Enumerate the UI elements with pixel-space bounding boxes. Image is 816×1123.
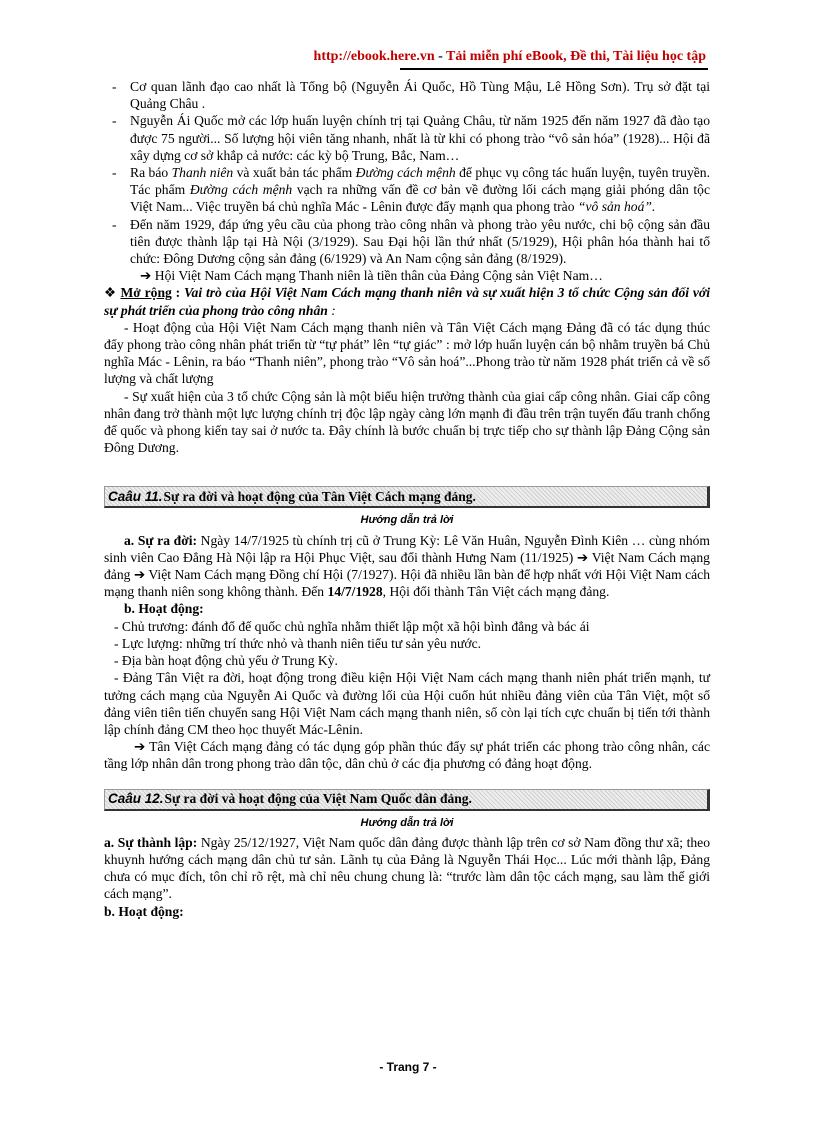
page-header bbox=[314, 48, 706, 65]
arrow-right-icon: ➔ bbox=[140, 268, 152, 284]
header-tagline: Tải miễn phí eBook, Đề thi, Tài liệu học tập bbox=[446, 49, 706, 64]
list-item: - Địa bàn hoạt động chủ yếu ở Trung Kỳ. bbox=[114, 653, 338, 669]
question-11-label: Caâu 11. bbox=[108, 489, 163, 505]
arrow-right-icon: ➔ bbox=[576, 549, 589, 565]
header-url-link[interactable]: http://ebook.here.vn bbox=[313, 49, 435, 64]
expand-heading: ❖ Mở rộng : Vai trò của Hội Việt Nam Cách mạng thanh niên và sự xuất hiện 3 tổ chức Cộng sản đối với sự phát triển của phong trào công nhân : bbox=[104, 285, 710, 318]
page-content bbox=[104, 78, 710, 920]
section10-conclusion: ➔ Hội Việt Nam Cách mạng Thanh niên là tiền thân của Đảng Cộng sản Việt Nam… bbox=[140, 268, 603, 284]
list-item: - Nguyễn Ái Quốc mở các lớp huấn luyện chính trị tại Quảng Châu, từ năm 1925 đến năm 1927 đã đào tạo được 75 người... Số lượng hội viên tăng nhanh, nhất là từ khi có phong trào “vô sản hóa” (1928)... Hội đã xây dựng cơ sở khắp cả nước: các kỳ bộ Trung, Bắc, Nam… bbox=[130, 112, 710, 164]
list-item bbox=[130, 164, 710, 216]
bullet3-book: Đường cách mệnh bbox=[355, 165, 456, 181]
expand-label: Mở rộng bbox=[120, 285, 172, 301]
question-12-section-a: a. Sự thành lập: Ngày 25/12/1927, Việt Nam quốc dân đảng được thành lập trên cơ sở Nam đồng thư xã; theo khuynh hướng cách mạng dân chủ tư sản. Lãnh tụ của Đảng là Nguyễn Thái Học... Lúc mới thành lập, Đảng chưa có mục đích, tôn chỉ rõ rệt, mà chỉ nêu chung chung là: “trước làm dân tộc cách mạng, sau làm thế giới cách mạng”. bbox=[104, 834, 710, 902]
bullet3-book: Đường cách mệnh bbox=[189, 182, 293, 198]
bullet3-text: vạch ra những vấn đề cơ bản về đường lối cách mạng giải phóng dân tộc Việt Nam... Việc truyền bá chủ nghĩa Mác - Lênin được đẩy mạnh qua phong trào bbox=[130, 182, 710, 215]
arrow-right-icon: ➔ bbox=[133, 567, 146, 583]
question-11-section-a: a. Sự ra đời: Ngày 14/7/1925 tù chính trị cũ ở Trung Kỳ: Lê Văn Huân, Nguyễn Đình Kiên … cùng nhóm sinh viên Cao Đẳng Hà Nội lập ra Hội Phục Việt, sau đổi thành Hưng Nam (11/1925) ➔ Việt Nam Cách mạng đảng ➔ Việt Nam Cách mạng Đồng chí Hội (7/1927). Hội đã nhiều lần bàn để hợp nhất với Hội Việt Nam cách mạng thanh niên song không thành. Đến 14/7/1928, Hội đổi thành Tân Việt cách mạng đảng. bbox=[104, 532, 710, 600]
question-12-guide: Hướng dẫn trả lời bbox=[360, 816, 454, 829]
list-item: - Chủ trương: đánh đổ đế quốc chủ nghĩa nhằm thiết lập một xã hội bình đẳng và bác ái bbox=[114, 618, 590, 634]
bullet3-newspaper: Thanh niên bbox=[171, 165, 234, 181]
list-item: - Cơ quan lãnh đạo cao nhất là Tổng bộ (Nguyễn Ái Quốc, Hồ Tùng Mậu, Lê Hồng Sơn). Trụ sở đặt tại Quảng Châu . bbox=[130, 78, 710, 112]
list-item: - Lực lượng: những trí thức nhỏ và thanh niên tiểu tư sản yêu nước. bbox=[114, 635, 482, 651]
list-item: - Đến năm 1929, đáp ứng yêu cầu của phong trào công nhân và phong trào yêu nước, chi bộ cộng sản đầu tiên được thành lập tại Hà Nội (3/1929). Sau Đại hội lần thứ nhất (5/1929), Hội phân hóa thành hai tổ chức: Đông Dương cộng sản đảng (6/1929) và An Nam cộng sản đảng (8/1929). bbox=[130, 216, 710, 268]
question-11-guide: Hướng dẫn trả lời bbox=[360, 514, 454, 527]
question-11-section-b-paragraph: - Đảng Tân Việt ra đời, hoạt động trong điều kiện Hội Việt Nam cách mạng thanh niên phát triển mạnh, tư tưởng cách mạng của Nguyễn Ai Quốc và đường lối của Hội cuốn hút nhiều đảng viên của Tân Việt, một số đảng viên tiên tiến chuyển sang Hội Việt Nam cách mạng thanh niên, số còn lại tích cực chuẩn bị tiến tới thành lập chính đảng CM theo học thuyết Mác-Lênin. bbox=[104, 670, 710, 737]
header-rule bbox=[400, 68, 708, 70]
bullet3-text: và xuất bản tác phẩm bbox=[233, 165, 356, 181]
question-11-header bbox=[104, 486, 710, 508]
question-11-conclusion: ➔ Tân Việt Cách mạng đảng có tác dụng góp phần thúc đẩy sự phát triển các phong trào công nhân, các tầng lớp nhân dân trong phong trào dân tộc, dân chủ ở các địa phương có đảng hoạt động. bbox=[104, 739, 710, 772]
expand-question: Vai trò của Hội Việt Nam Cách mạng thanh niên và sự xuất hiện 3 tổ chức Cộng sản đối với sự phát triển của phong trào công nhân bbox=[104, 285, 710, 318]
header-separator: - bbox=[434, 49, 447, 64]
question-12-label: Caâu 12. bbox=[108, 791, 164, 807]
bullet3-text: để phục vụ công tác huấn luyện, tuyên truyền. Tác phẩm bbox=[130, 165, 710, 198]
bullet3-movement: “vô sản hoá”. bbox=[577, 199, 656, 215]
question-12-header bbox=[104, 789, 710, 811]
question-11-section-b-label: b. Hoạt động: bbox=[124, 601, 204, 617]
section10-bullet-list bbox=[104, 78, 710, 267]
question-12-section-b-label: b. Hoạt động: bbox=[104, 903, 184, 919]
expand-paragraph-2: - Sự xuất hiện của 3 tổ chức Cộng sản là một biểu hiện trưởng thành của giai cấp công nhân. Giai cấp công nhân đang trở thành một lực lượng chính trị độc lập ngày càng lớn mạnh đi đầu trên trận tuyến đấu tranh chống đế quốc và phong kiến tay sai ở nước ta. Đây chính là bước chuẩn bị trực tiếp cho sự thành lập Đảng Cộng sản Đông Dương. bbox=[104, 388, 710, 456]
question-12-title: Sự ra đời và hoạt động của Việt Nam Quốc dân đảng. bbox=[164, 791, 472, 807]
bullet3-text: Ra báo bbox=[130, 165, 172, 181]
page-number: - Trang 7 - bbox=[379, 1060, 437, 1074]
question-11-title: Sự ra đời và hoạt động của Tân Việt Cách mạng đảng. bbox=[163, 489, 476, 505]
arrow-right-icon: ➔ bbox=[134, 739, 146, 755]
diamond-bullet-icon: ❖ bbox=[104, 285, 117, 301]
expand-paragraph-1: - Hoạt động của Hội Việt Nam Cách mạng thanh niên và Tân Việt Cách mạng Đảng đã có tác dụng thúc đẩy phong trào công nhân phát triển từ “tự phát” lên “tự giác” : mở lớp huấn luyện cán bộ nhằm truyền bá Chủ nghĩa Mác - Lênin, ra báo “Thanh niên”, phong trào “Vô sản hoá”...Phong trào từ năm 1928 phát triển cả về số lượng và chất lượng bbox=[104, 319, 710, 387]
